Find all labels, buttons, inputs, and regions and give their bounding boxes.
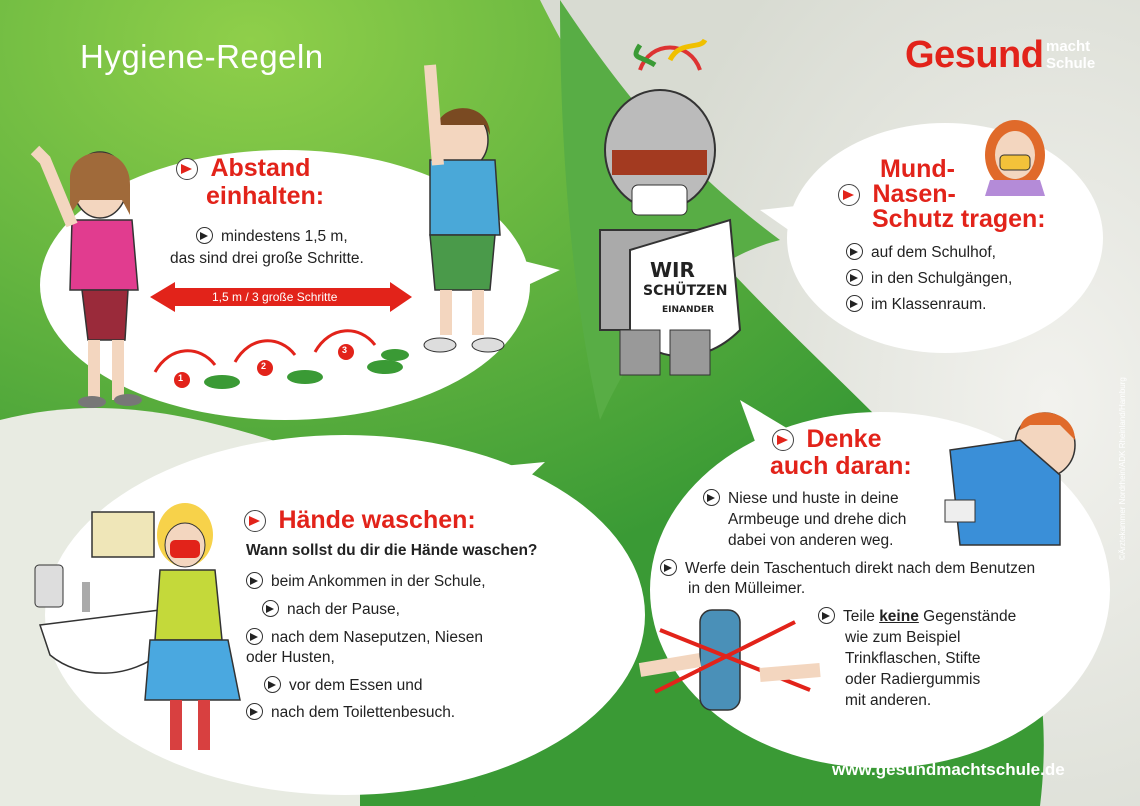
distance-label: 1,5 m / 3 große Schritte <box>212 290 338 304</box>
step-2-label: 2 <box>261 361 267 371</box>
arrow-bullet-icon <box>846 243 863 260</box>
haende-item-2: nach der Pause, <box>262 600 400 620</box>
abstand-line-1: mindestens 1,5 m, <box>196 227 348 247</box>
arrow-bullet-icon <box>846 269 863 286</box>
arrow-bullet-icon <box>246 703 263 720</box>
maske-heading-1: Mund- <box>880 155 955 183</box>
denke-niese-2: Armbeuge und drehe dich <box>728 511 907 528</box>
denke-niese-1: Niese und huste in deine <box>703 489 899 509</box>
haende-item-3: nach dem Naseputzen, Niesen <box>246 628 483 648</box>
shield-text-3: EINANDER <box>662 305 715 315</box>
denke-teile-1: Teile keine Gegenstände <box>818 607 1016 627</box>
denke-teile-3: Trinkflaschen, Stifte <box>845 650 981 667</box>
maske-item-2: in den Schulgängen, <box>846 269 1012 289</box>
arrow-bullet-icon <box>838 184 860 206</box>
denke-teile-5: mit anderen. <box>845 692 932 709</box>
haende-item-1: beim Ankommen in der Schule, <box>246 572 486 592</box>
maske-heading-3: Schutz tragen: <box>872 205 1046 233</box>
page-title: Hygiene-Regeln <box>80 38 324 75</box>
arrow-bullet-icon <box>246 628 263 645</box>
denke-tuch-1: Werfe dein Taschentuch direkt nach dem Benutzen <box>660 559 1035 579</box>
denke-niese-3: dabei von anderen weg. <box>728 532 894 549</box>
step-1-label: 1 <box>178 373 184 383</box>
arrow-bullet-icon <box>703 489 720 506</box>
arrow-bullet-icon <box>196 227 213 244</box>
denke-teile-4: oder Radiergummis <box>845 671 981 688</box>
haende-question: Wann sollst du dir die Hände waschen? <box>246 542 538 559</box>
haende-item-3-cont: oder Husten, <box>246 649 335 666</box>
logo-gesund: Gesund <box>905 34 1044 76</box>
maske-item-1: auf dem Schulhof, <box>846 243 996 263</box>
step-3-label: 3 <box>342 345 348 355</box>
denke-heading-1: Denke <box>772 426 882 453</box>
abstand-heading-2: einhalten: <box>206 182 325 210</box>
denke-tuch-2: in den Mülleimer. <box>688 580 806 597</box>
arrow-bullet-icon <box>660 559 677 576</box>
maske-item-3: im Klassenraum. <box>846 295 986 315</box>
arrow-bullet-icon <box>772 429 794 451</box>
haende-item-5: nach dem Toilettenbesuch. <box>246 703 455 723</box>
website-url[interactable]: www.gesundmachtschule.de <box>832 760 1065 779</box>
arrow-bullet-icon <box>846 295 863 312</box>
arrow-bullet-icon <box>262 600 279 617</box>
arrow-bullet-icon <box>244 510 266 532</box>
arrow-bullet-icon <box>176 158 198 180</box>
denke-teile-2: wie zum Beispiel <box>845 629 961 646</box>
haende-item-4: vor dem Essen und <box>264 676 423 696</box>
haende-heading: Hände waschen: <box>244 507 476 534</box>
shield-text-1: WIR <box>650 258 695 282</box>
arrow-bullet-icon <box>818 607 835 624</box>
copyright-text: ©Ärztekammer Nordrhein/ADK Rheinland/Hamburg <box>1118 377 1127 560</box>
arrow-bullet-icon <box>246 572 263 589</box>
maske-heading-2: Nasen- <box>838 181 956 208</box>
denke-heading-2: auch daran: <box>770 452 912 480</box>
abstand-line-2: das sind drei große Schritte. <box>170 250 364 267</box>
logo-macht-schule: macht Schule <box>1046 38 1096 72</box>
abstand-heading: Abstand <box>176 155 310 182</box>
masked-girl-illustration <box>985 120 1045 196</box>
arrow-bullet-icon <box>264 676 281 693</box>
shield-text-2: SCHÜTZEN <box>643 283 728 299</box>
